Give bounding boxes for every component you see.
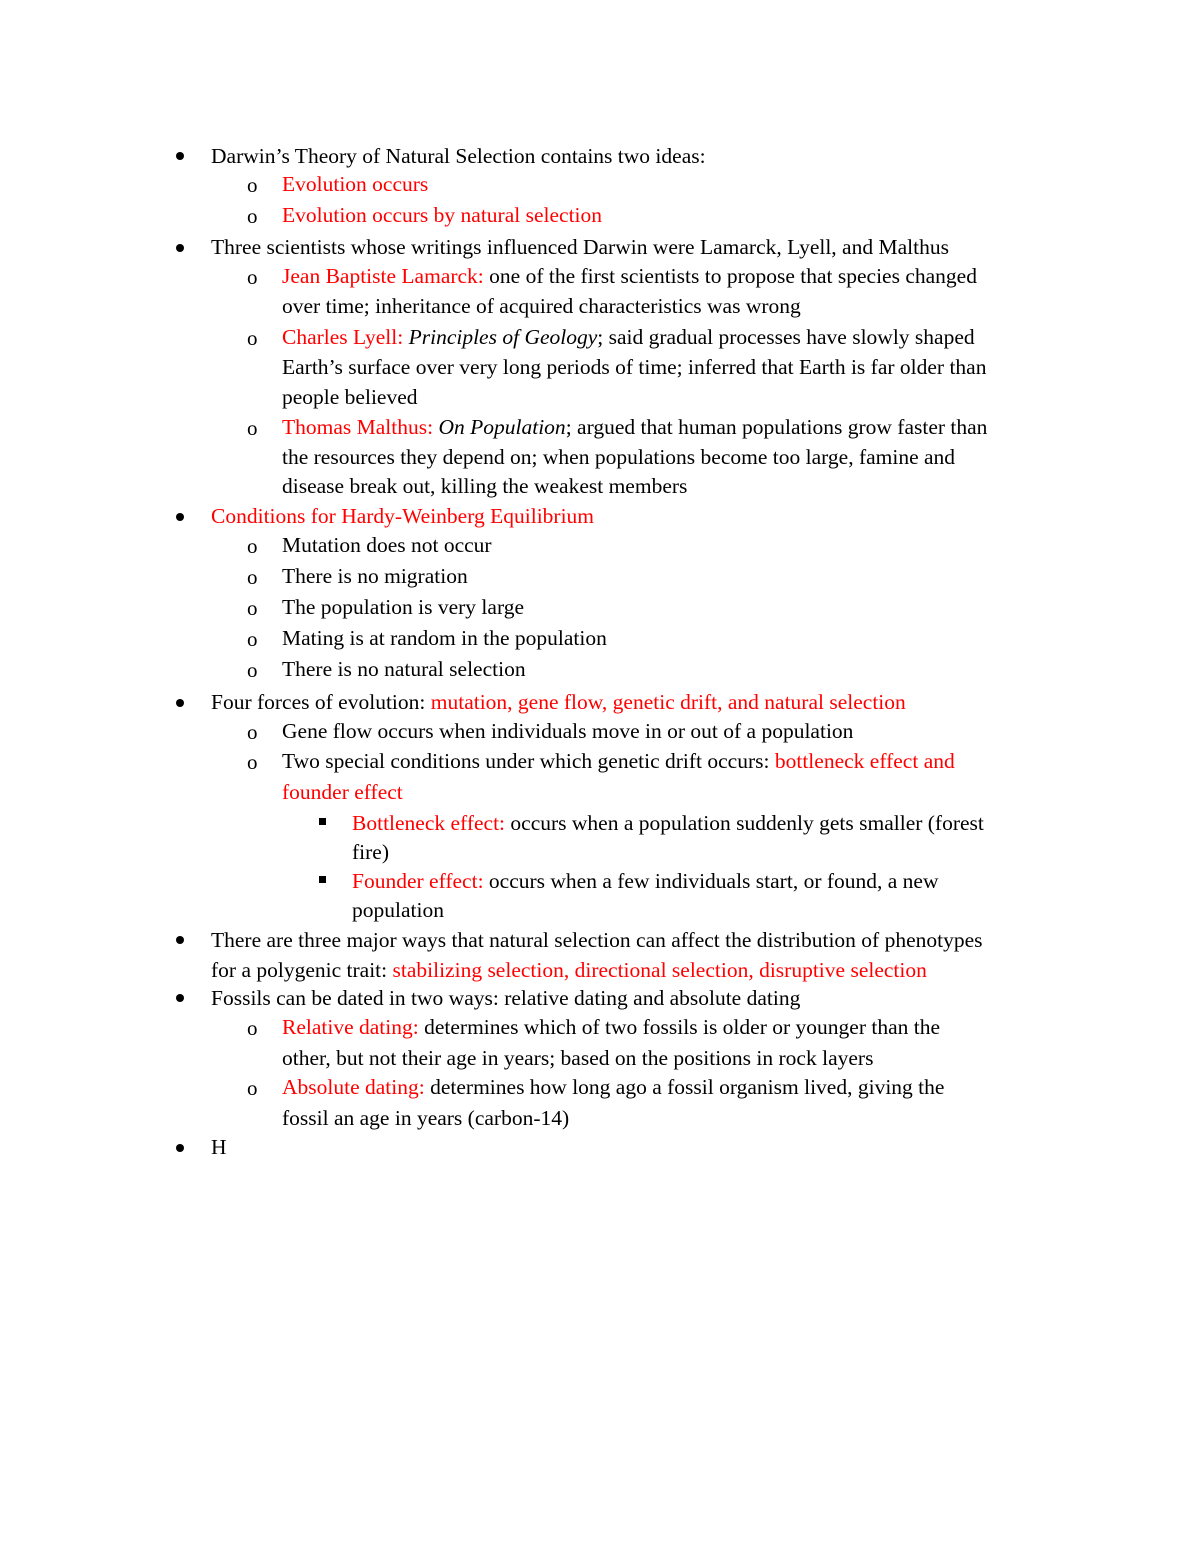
- lamarck-line-2: over time; inheritance of acquired characteristics was wrong: [282, 294, 801, 318]
- hw-condition: The population is very large: [282, 595, 525, 619]
- founder-line-1: Founder effect: occurs when a few individuals start, or found, a new: [352, 869, 939, 893]
- bullet-2-text: Three scientists whose writings influenced Darwin were Lamarck, Lyell, and Malthus: [211, 235, 949, 259]
- genetic-drift-line-1: Two special conditions under which genetic drift occurs: bottleneck effect and: [282, 749, 955, 773]
- sub-bullet-marker: o: [247, 1016, 258, 1040]
- lyell-book-title: Principles of Geology: [408, 325, 598, 349]
- hw-condition: There is no migration: [282, 564, 468, 588]
- hw-condition: Mutation does not occur: [282, 533, 492, 557]
- bullet-7-text: H: [211, 1135, 227, 1159]
- lyell-line-1: Charles Lyell: Principles of Geology; said gradual processes have slowly shaped: [282, 325, 975, 349]
- relative-dating-line-2: other, but not their age in years; based on the positions in rock layers: [282, 1046, 874, 1070]
- sub-bullet-marker: o: [247, 265, 258, 289]
- genetic-drift-line-2: founder effect: [282, 780, 403, 804]
- sub-bullet-marker: o: [247, 658, 258, 682]
- bullet-3-heading: Conditions for Hardy-Weinberg Equilibrium: [211, 504, 595, 528]
- lamarck-line-1: Jean Baptiste Lamarck: one of the first scientists to propose that species changed: [282, 264, 977, 288]
- bullet-dot: [176, 994, 184, 1002]
- selection-types: stabilizing selection, directional selection, disruptive selection: [392, 958, 927, 982]
- malthus-line-2: the resources they depend on; when populations become too large, famine and: [282, 445, 956, 469]
- sub-bullet-marker: o: [247, 204, 258, 228]
- bullet-dot: [176, 244, 184, 252]
- bullet-dot: [176, 699, 184, 707]
- gene-flow-text: Gene flow occurs when individuals move in or out of a population: [282, 719, 854, 743]
- hw-condition: There is no natural selection: [282, 657, 526, 681]
- lyell-line-2: Earth’s surface over very long periods of time; inferred that Earth is far older than: [282, 355, 987, 379]
- relative-dating-label: Relative dating:: [282, 1015, 419, 1039]
- sub-item-evolution-occurs: Evolution occurs: [282, 172, 429, 196]
- founder-line-2: population: [352, 898, 444, 922]
- sub-bullet-marker: o: [247, 1076, 258, 1100]
- sub-bullet-marker: o: [247, 627, 258, 651]
- sub-bullet-marker: o: [247, 596, 258, 620]
- bullet-4-text: Four forces of evolution: mutation, gene flow, genetic drift, and natural selection: [211, 690, 906, 714]
- bullet-1-text: Darwin’s Theory of Natural Selection contains two ideas:: [211, 144, 706, 168]
- bottleneck-line-2: fire): [352, 840, 389, 864]
- lyell-line-3: people believed: [282, 385, 418, 409]
- four-forces-list: mutation, gene flow, genetic drift, and natural selection: [430, 690, 906, 714]
- malthus-book-title: On Population: [438, 415, 566, 439]
- malthus-line-3: disease break out, killing the weakest members: [282, 474, 688, 498]
- malthus-label: Thomas Malthus:: [282, 415, 434, 439]
- bullet-5-line-1: There are three major ways that natural selection can affect the distribution of phenotypes: [211, 928, 983, 952]
- bullet-dot: [176, 936, 184, 944]
- malthus-line-1: Thomas Malthus: On Population; argued that human populations grow faster than: [282, 415, 988, 439]
- sub-bullet-marker: o: [247, 720, 258, 744]
- sub-bullet-marker: o: [247, 326, 258, 350]
- absolute-dating-label: Absolute dating:: [282, 1075, 425, 1099]
- sub-bullet-marker: o: [247, 750, 258, 774]
- bullet-dot: [176, 513, 184, 521]
- absolute-dating-line-2: fossil an age in years (carbon-14): [282, 1106, 570, 1130]
- square-bullet: [319, 876, 326, 883]
- sub-bullet-marker: o: [247, 416, 258, 440]
- relative-dating-line-1: Relative dating: determines which of two fossils is older or younger than the: [282, 1015, 941, 1039]
- sub-bullet-marker: o: [247, 565, 258, 589]
- bullet-dot: [176, 152, 184, 160]
- bullet-dot: [176, 1144, 184, 1152]
- lamarck-label: Jean Baptiste Lamarck:: [282, 264, 484, 288]
- sub-bullet-marker: o: [247, 173, 258, 197]
- square-bullet: [319, 818, 326, 825]
- founder-label: Founder effect:: [352, 869, 484, 893]
- bullet-5-line-2: for a polygenic trait: stabilizing selection, directional selection, disruptive selection: [211, 958, 927, 982]
- absolute-dating-line-1: Absolute dating: determines how long ago a fossil organism lived, giving the: [282, 1075, 945, 1099]
- lyell-label: Charles Lyell:: [282, 325, 404, 349]
- sub-bullet-marker: o: [247, 534, 258, 558]
- hw-condition: Mating is at random in the population: [282, 626, 607, 650]
- sub-item-natural-selection: Evolution occurs by natural selection: [282, 203, 603, 227]
- bottleneck-label: Bottleneck effect:: [352, 811, 506, 835]
- bullet-6-text: Fossils can be dated in two ways: relative dating and absolute dating: [211, 986, 801, 1010]
- bottleneck-line-1: Bottleneck effect: occurs when a population suddenly gets smaller (forest: [352, 811, 984, 835]
